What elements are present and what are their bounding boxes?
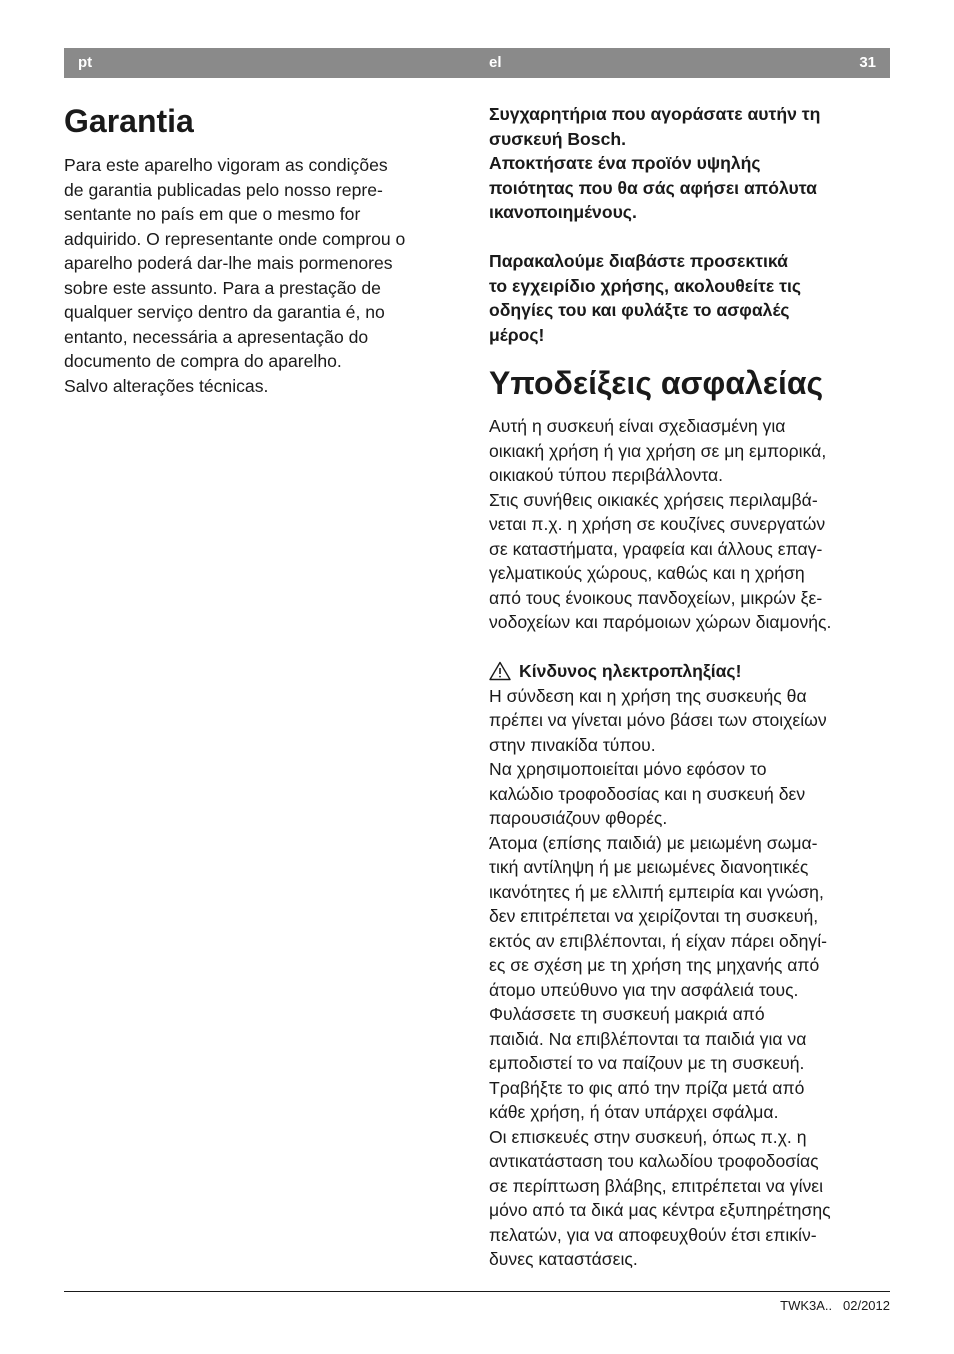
footer [780,1298,890,1313]
language-code-pt: pt [78,54,93,71]
safety-heading: Υποδείξεις ασφαλείας [489,365,824,401]
page-header-bar [64,48,890,78]
warning-triangle-icon [489,661,511,681]
warning-text: Η σύνδεση και η χρήση της συσκευής θα πρέπει να γίνεται μόνο βάσει των στοιχείων στην πινακίδα τύπου. Να χρησιμοποιείται μόνο εφόσον το καλώδιο τροφοδοσίας και η συσκευή δεν παρουσιάζουν φθορές. Άτομα (επίσης παιδιά) με μειωμένη σωμα- τική αντίληψη ή με μειωμένες διανοητικές ικανότητες ή με ελλιπή εμπειρία και γνώση, δεν επιτρέπεται να χειρίζονται τη συσκευή, εκτός αν επιβλέπονται, ή είχαν πάρει οδηγί- ες σε σχέση με τη χρήση της μηχανής από άτομο υπεύθυνο για την ασφάλειά τους. Φυλάσσετε τη συσκευή μακριά από παιδιά. Να επιβλέπονται τα παιδιά για να εμποδιστεί το να παίζουν με τη συσκευή. Τραβήξτε το φις από την πρίζα μετά από κάθε χρήση, ή όταν υπάρχει σφάλμα. Οι επισκευές στην συσκευή, όπως π.χ. η αντικατάσταση του καλωδίου τροφοδοσίας σε περίπτωση βλάβης, επιτρέπεται να γίνει μόνο από τα δικά μας κέντρα εξυπηρέτησης πελατών, για να αποφευχθούν έτσι επικίν- δυνες καταστάσεις. [489,685,831,1269]
warranty-text: Para este aparelho vigoram as condições de garantia publicadas pelo nosso repre- sentante no país em que o mesmo for adquirido. O representante onde comprou o aparelho poderá dar-lhe mais pormenores sobre este assunto. Para a prestação de qualquer serviço dentro da garantia é, no entanto, necessária a apresentação do documento de compra do aparelho. Salvo alterações técnicas. [64,155,406,396]
right-column [489,96,890,1272]
safety-text: Αυτή η συσκευή είναι σχεδιασμένη για οικιακή χρήση ή για χρήση σε μη εμπορικά, οικιακού τύπου περιβάλλοντα. Στις συνήθεις οικιακές χρήσεις περιλαμβά- νεται π.χ. η χρήση σε κουζίνες συνεργατών σε καταστήματα, γραφεία και άλλους επαγ- γελματικούς χώρους, καθώς και η χρήση από τους ένοικους πανδοχείων, μικρών ξε- νοδοχείων και παρόμοιων χώρων διαμονής. [489,416,832,632]
warranty-heading: Garantia [64,103,194,139]
read-instructions-text: Παρακαλούμε διαβάστε προσεκτικά το εγχειρίδιο χρήσης, ακολουθείτε τις οδηγίες του και φυλάξτε το ασφαλές μέρος! [489,251,802,345]
electric-shock-warning-heading [489,659,890,684]
language-code-el: el [489,54,502,71]
model-number: TWK3A.. [780,1298,833,1313]
page-number: 31 [859,54,876,71]
warning-title: Κίνδυνος ηλεκτροπληξίας! [519,661,742,681]
footer-divider [64,1291,890,1292]
left-column [64,96,464,398]
edition-date: 02/2012 [843,1298,890,1313]
congratulations-text: Συγχαρητήρια που αγοράσατε αυτήν τη συσκευή Bosch. Αποκτήσατε ένα προϊόν υψηλής ποιότητας που θα σάς αφήσει απόλυτα ικανοποιημένους. [489,104,821,222]
